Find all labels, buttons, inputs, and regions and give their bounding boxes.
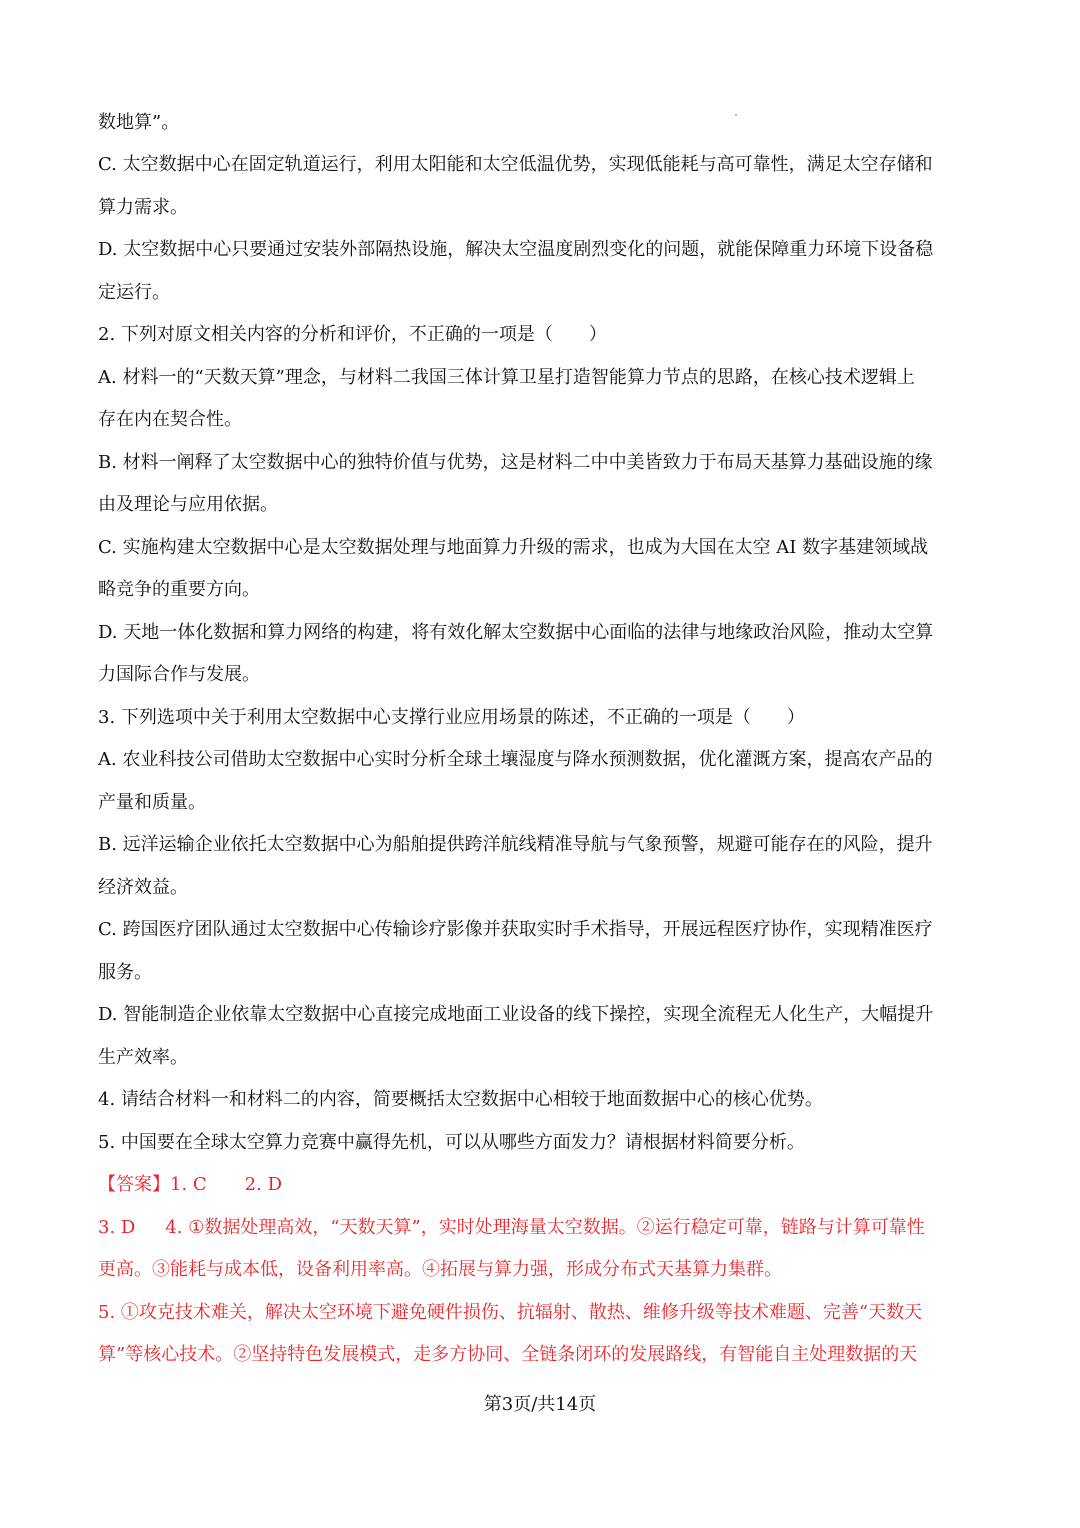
option-d-line: D. 太空数据中心只要通过安装外部隔热设施，解决太空温度剧烈变化的问题，就能保障重力环境下设备稳 — [98, 239, 934, 260]
text-line: 由及理论与应用依据。 — [98, 494, 278, 515]
option-b-line: B. 材料一阐释了太空数据中心的独特价值与优势，这是材料二中中美皆致力于布局天基算力基础设施的缘 — [98, 452, 933, 473]
answer-label: 【答案】 — [98, 1174, 170, 1195]
option-b-line: B. 远洋运输企业依托太空数据中心为船舶提供跨洋航线精准导航与气象预警，规避可能存在的风险，提升 — [98, 834, 933, 855]
text-line: 服务。 — [98, 962, 152, 983]
text-line: 生产效率。 — [98, 1047, 188, 1068]
text-line: 算力需求。 — [98, 197, 188, 218]
option-a-line: A. 农业科技公司借助太空数据中心实时分析全球土壤湿度与降水预测数据，优化灌溉方案，提高农产品的 — [98, 749, 933, 770]
answer-5-part-1: 5. ①攻克技术难关，解决太空环境下避免硬件损伤、抗辐射、散热、维修升级等技术难题、完善“天数天 — [98, 1302, 923, 1323]
answer-1: 1. C — [170, 1174, 207, 1195]
answer-5-part-2: 算”等核心技术。②坚持特色发展模式，走多方协同、全链条闭环的发展路线，有智能自主处理数据的天 — [98, 1344, 918, 1365]
option-c-line: C. 跨国医疗团队通过太空数据中心传输诊疗影像并获取实时手术指导，开展远程医疗协作，实现精准医疗 — [98, 919, 933, 940]
text-line: 经济效益。 — [98, 877, 188, 898]
option-d-line: D. 天地一体化数据和算力网络的构建，将有效化解太空数据中心面临的法律与地缘政治风险，推动太空算 — [98, 622, 934, 643]
option-d-line: D. 智能制造企业依靠太空数据中心直接完成地面工业设备的线下操控，实现全流程无人化生产，大幅提升 — [98, 1004, 934, 1025]
text-line: 力国际合作与发展。 — [98, 664, 260, 685]
option-c-line: C. 太空数据中心在固定轨道运行，利用太阳能和太空低温优势，实现低能耗与高可靠性，满足太空存储和 — [98, 154, 933, 175]
answer-line-2 — [98, 1215, 988, 1241]
question-5: 5. 中国要在全球太空算力竞赛中赢得先机，可以从哪些方面发力？请根据材料简要分析。 — [98, 1132, 805, 1153]
text-line: 产量和质量。 — [98, 792, 206, 813]
option-a-line: A. 材料一的“天数天算”理念，与材料二我国三体计算卫星打造智能算力节点的思路，在核心技术逻辑上 — [98, 367, 915, 388]
question-4: 4. 请结合材料一和材料二的内容，简要概括太空数据中心相较于地面数据中心的核心优势。 — [98, 1089, 823, 1110]
text-line: 数地算”。 — [98, 112, 180, 133]
question-2: 2. 下列对原文相关内容的分析和评价，不正确的一项是（ ） — [98, 324, 607, 345]
answer-4-part-1: 4. ①数据处理高效，“天数天算”，实时处理海量太空数据。②运行稳定可靠，链路与计算可靠性 — [165, 1217, 925, 1238]
question-3: 3. 下列选项中关于利用太空数据中心支撑行业应用场景的陈述，不正确的一项是（ ） — [98, 707, 805, 728]
text-line: 略竞争的重要方向。 — [98, 579, 260, 600]
page-number-footer: 第3页/共14页 — [483, 1394, 597, 1415]
text-line: 存在内在契合性。 — [98, 409, 242, 430]
answer-3: 3. D — [98, 1217, 136, 1238]
answer-line-1 — [98, 1172, 988, 1198]
option-c-line: C. 实施构建太空数据中心是太空数据处理与地面算力升级的需求，也成为大国在太空 AI 数字基建领域战 — [98, 537, 929, 558]
text-line: 定运行。 — [98, 282, 170, 303]
answer-2: 2. D — [244, 1174, 282, 1195]
answer-4-part-2: 更高。③能耗与成本低，设备利用率高。④拓展与算力强，形成分布式天基算力集群。 — [98, 1259, 782, 1280]
